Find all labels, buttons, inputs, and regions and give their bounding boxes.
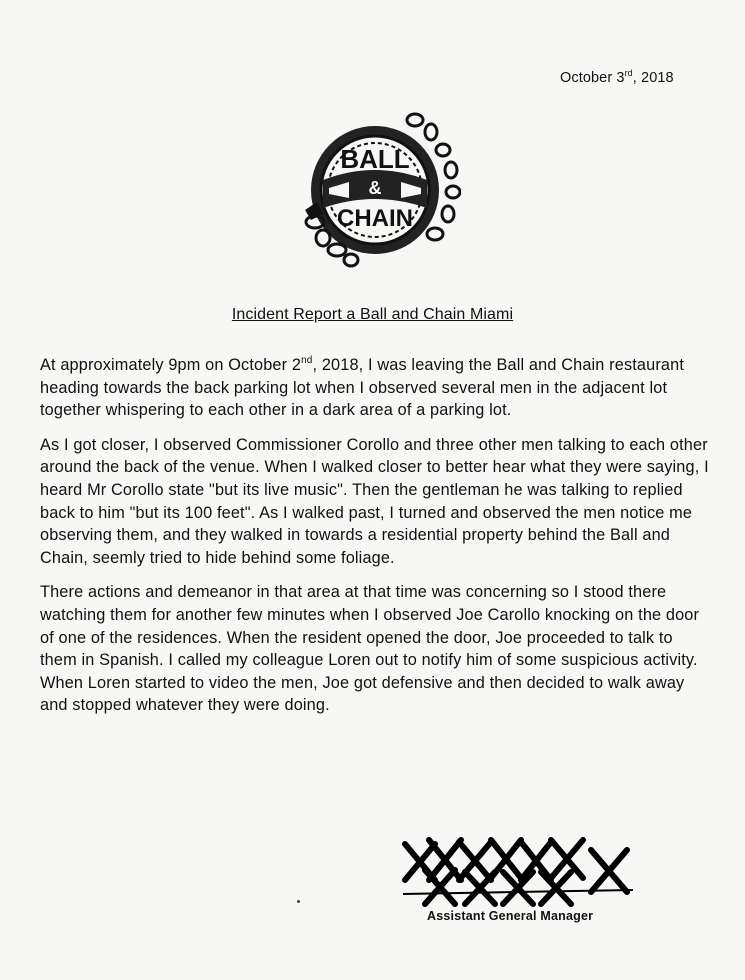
report-title: Incident Report a Ball and Chain Miami	[231, 306, 514, 323]
paragraph-2: As I got closer, I observed Commissioner Corollo and three other men talking to each other around the back of the venue. When I walked closer to better hear what they were saying, I heard Mr Corollo state "but its live music". Then the gentleman he was talking to replied back to him "but its 100 feet". As I walked past, I turned and observed the men notice me observing them, and they walked in towards a residential property behind the Ball and Chain, seemly tried to hide behind some foliage.	[40, 435, 709, 567]
ball-and-chain-logo	[293, 110, 461, 268]
speck-mark	[297, 900, 300, 903]
paragraph-3: There actions and demeanor in that area at that time was concerning so I stood there watching them for another few minutes when I observed Joe Carollo knocking on the door of one of the residences. When the resident opened the door, Joe proceeded to talk to them in Spanish. I called my colleague Loren out to notify him of some suspicious activity. When Loren started to video the men, Joe got defensive and then decided to walk away and stopped whatever they were doing.	[40, 583, 700, 715]
signature-role: Assistant General Manager	[427, 909, 594, 923]
svg-text:&: &	[368, 178, 382, 198]
paragraph-1: At approximately 9pm on October 2nd, 2018, I was leaving the Ball and Chain restaurant heading towards the back parking lot when I observed several men in the adjacent lot together whispering to each other in a dark area of a parking lot.	[40, 355, 684, 420]
svg-text:CHAIN: CHAIN	[337, 205, 413, 232]
report-body	[40, 354, 710, 729]
svg-text:BALL: BALL	[340, 144, 410, 174]
document-date: October 3rd, 2018	[560, 68, 674, 86]
